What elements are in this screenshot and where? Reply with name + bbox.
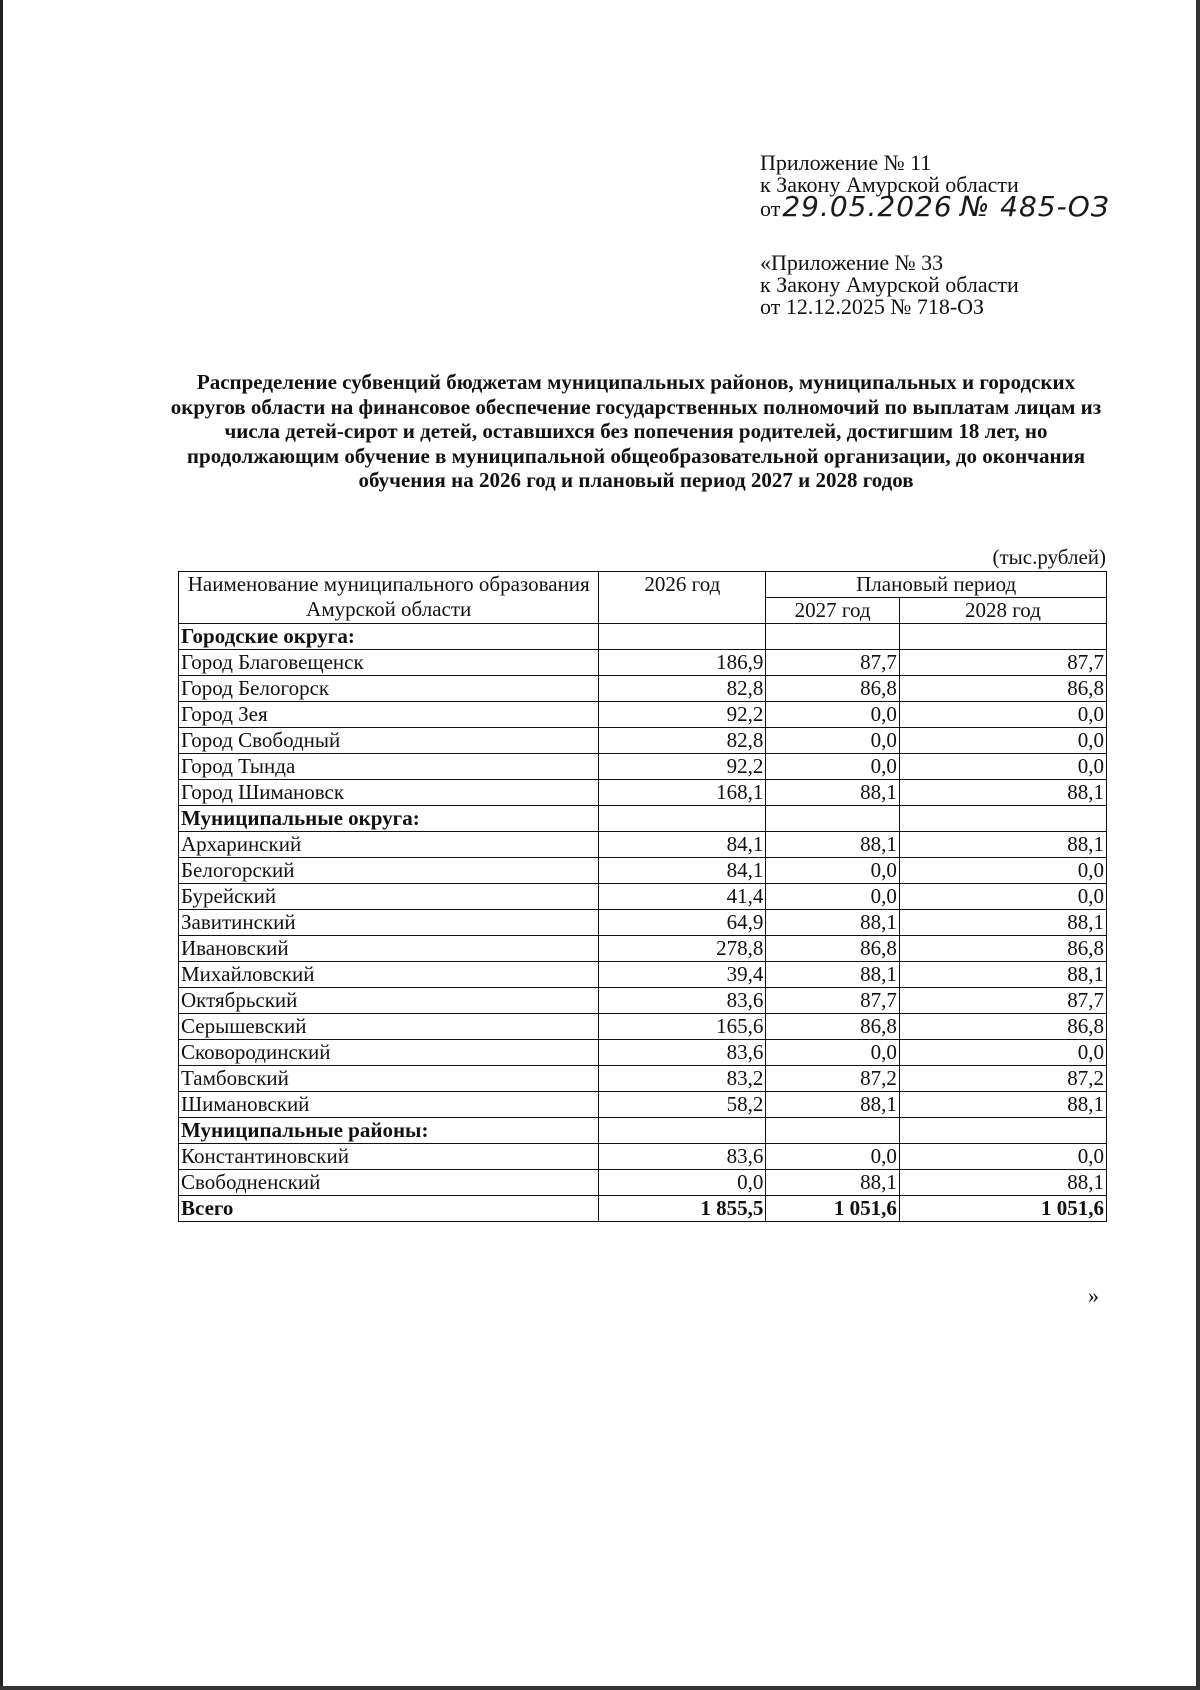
appendix-original-line3: от 12.12.2025 № 718-ОЗ (760, 294, 985, 319)
scan-edge-bottom (0, 1686, 1200, 1690)
value-2026: 58,2 (599, 1092, 766, 1118)
unit-label: (тыс.рублей) (992, 545, 1106, 569)
municipality-name: Свободненский (179, 1170, 599, 1196)
value-2028: 0,0 (899, 1144, 1106, 1170)
value-2028 (899, 806, 1106, 832)
value-2027: 88,1 (766, 832, 900, 858)
value-2027 (766, 806, 900, 832)
value-2027: 87,7 (766, 650, 900, 676)
value-2028: 0,0 (899, 728, 1106, 754)
value-2026: 64,9 (599, 910, 766, 936)
value-2027: 0,0 (766, 858, 900, 884)
value-2026: 92,2 (599, 702, 766, 728)
municipality-name: Город Шимановск (179, 780, 599, 806)
total-label: Всего (179, 1196, 599, 1222)
handwritten-date: 29.05.2026 (782, 190, 953, 223)
appendix-current-date-prefix: от (760, 196, 781, 221)
value-2026: 168,1 (599, 780, 766, 806)
value-2027: 86,8 (766, 936, 900, 962)
value-2027: 0,0 (766, 1040, 900, 1066)
table-row (179, 988, 1107, 1014)
table-row (179, 1092, 1107, 1118)
municipality-name: Константиновский (179, 1144, 599, 1170)
table-group-row (179, 806, 1107, 832)
value-2026: 84,1 (599, 832, 766, 858)
table-row (179, 1040, 1107, 1066)
value-2026: 278,8 (599, 936, 766, 962)
table-row (179, 858, 1107, 884)
municipality-name: Завитинский (179, 910, 599, 936)
table-total-row (179, 1196, 1107, 1222)
municipality-name: Белогорский (179, 858, 599, 884)
value-2028 (899, 624, 1106, 650)
value-2026: 165,6 (599, 1014, 766, 1040)
value-2026: 82,8 (599, 728, 766, 754)
closing-quote: » (1088, 1283, 1099, 1308)
value-2027: 88,1 (766, 1170, 900, 1196)
appendix-current-line1: Приложение № 11 (760, 150, 932, 175)
municipality-name: Михайловский (179, 962, 599, 988)
table-body (179, 624, 1107, 1222)
value-2026: 84,1 (599, 858, 766, 884)
total-2027: 1 051,6 (766, 1196, 900, 1222)
table-row (179, 1014, 1107, 1040)
value-2027 (766, 624, 900, 650)
value-2028: 88,1 (899, 1092, 1106, 1118)
header-planned-period: Плановый период (766, 572, 1107, 598)
value-2028: 88,1 (899, 1170, 1106, 1196)
value-2027: 0,0 (766, 1144, 900, 1170)
municipality-name: Город Белогорск (179, 676, 599, 702)
municipality-name: Город Благовещенск (179, 650, 599, 676)
value-2027: 0,0 (766, 884, 900, 910)
value-2028: 87,7 (899, 988, 1106, 1014)
appendix-current-block (760, 150, 1110, 223)
value-2028: 0,0 (899, 754, 1106, 780)
value-2028: 88,1 (899, 962, 1106, 988)
table-row (179, 962, 1107, 988)
header-name: Наименование муниципального образования Амурской области (179, 572, 599, 624)
table-row (179, 936, 1107, 962)
group-name: Муниципальные районы: (179, 1118, 599, 1144)
value-2026: 39,4 (599, 962, 766, 988)
header-2026: 2026 год (599, 572, 766, 624)
municipality-name: Ивановский (179, 936, 599, 962)
scan-edge-right (1196, 0, 1200, 1690)
group-name: Городские округа: (179, 624, 599, 650)
table-row (179, 1170, 1107, 1196)
value-2028 (899, 1118, 1106, 1144)
value-2026: 83,6 (599, 988, 766, 1014)
table-group-row (179, 1118, 1107, 1144)
value-2026: 0,0 (599, 1170, 766, 1196)
appendix-original-line2: к Закону Амурской области (760, 272, 1019, 297)
table-row (179, 1066, 1107, 1092)
value-2028: 86,8 (899, 936, 1106, 962)
header-2028: 2028 год (899, 598, 1106, 624)
municipality-name: Бурейский (179, 884, 599, 910)
municipality-name: Город Тында (179, 754, 599, 780)
municipality-name: Серышевский (179, 1014, 599, 1040)
value-2027: 87,2 (766, 1066, 900, 1092)
value-2027: 0,0 (766, 702, 900, 728)
appendix-original-line1: «Приложение № 33 (760, 250, 944, 275)
municipality-name: Октябрьский (179, 988, 599, 1014)
value-2027: 88,1 (766, 962, 900, 988)
total-2026: 1 855,5 (599, 1196, 766, 1222)
table-row (179, 676, 1107, 702)
value-2028: 88,1 (899, 910, 1106, 936)
document-title: Распределение субвенций бюджетам муниципальных районов, муниципальных и городских округов области на финансовое обеспечение государственных полномочий по выплатам лицам из числа детей-сирот и детей, оставшихся без попечения родителей, достигшим 18 лет, но продолжающим обучение в муниципальной общеобразовательной организации, до окончания обучения на 2026 год и плановый период 2027 и 2028 годов (170, 370, 1102, 492)
table-row (179, 832, 1107, 858)
value-2026: 92,2 (599, 754, 766, 780)
value-2027: 88,1 (766, 1092, 900, 1118)
municipality-name: Город Свободный (179, 728, 599, 754)
group-name: Муниципальные округа: (179, 806, 599, 832)
value-2026: 82,8 (599, 676, 766, 702)
table-row (179, 702, 1107, 728)
table-row (179, 754, 1107, 780)
value-2026: 83,6 (599, 1040, 766, 1066)
table-group-row (179, 624, 1107, 650)
value-2028: 87,2 (899, 1066, 1106, 1092)
value-2028: 86,8 (899, 1014, 1106, 1040)
value-2027: 88,1 (766, 780, 900, 806)
table-row (179, 884, 1107, 910)
municipality-name: Архаринский (179, 832, 599, 858)
value-2028: 86,8 (899, 676, 1106, 702)
value-2027: 86,8 (766, 676, 900, 702)
value-2026 (599, 1118, 766, 1144)
total-2028: 1 051,6 (899, 1196, 1106, 1222)
table-row (179, 780, 1107, 806)
municipality-name: Сковородинский (179, 1040, 599, 1066)
value-2026: 83,6 (599, 1144, 766, 1170)
appendix-original-block (760, 252, 1019, 318)
value-2027: 0,0 (766, 728, 900, 754)
value-2027: 0,0 (766, 754, 900, 780)
value-2026: 83,2 (599, 1066, 766, 1092)
value-2028: 0,0 (899, 858, 1106, 884)
municipality-name: Шимановский (179, 1092, 599, 1118)
value-2026 (599, 806, 766, 832)
value-2028: 0,0 (899, 1040, 1106, 1066)
value-2028: 87,7 (899, 650, 1106, 676)
table-row (179, 650, 1107, 676)
distribution-table (178, 571, 1107, 1222)
header-2027: 2027 год (766, 598, 900, 624)
municipality-name: Город Зея (179, 702, 599, 728)
value-2028: 0,0 (899, 884, 1106, 910)
value-2027: 88,1 (766, 910, 900, 936)
appendix-current-line2: к Закону Амурской области (760, 172, 1019, 197)
table-row (179, 728, 1107, 754)
value-2028: 0,0 (899, 702, 1106, 728)
municipality-name: Тамбовский (179, 1066, 599, 1092)
value-2026: 186,9 (599, 650, 766, 676)
table-row (179, 1144, 1107, 1170)
value-2027: 87,7 (766, 988, 900, 1014)
value-2028: 88,1 (899, 780, 1106, 806)
value-2027: 86,8 (766, 1014, 900, 1040)
scan-edge-left (0, 0, 3, 1690)
appendix-current-line3 (760, 190, 1110, 223)
value-2026 (599, 624, 766, 650)
table-row (179, 910, 1107, 936)
value-2028: 88,1 (899, 832, 1106, 858)
value-2027 (766, 1118, 900, 1144)
handwritten-number: № 485-ОЗ (960, 190, 1110, 223)
value-2026: 41,4 (599, 884, 766, 910)
